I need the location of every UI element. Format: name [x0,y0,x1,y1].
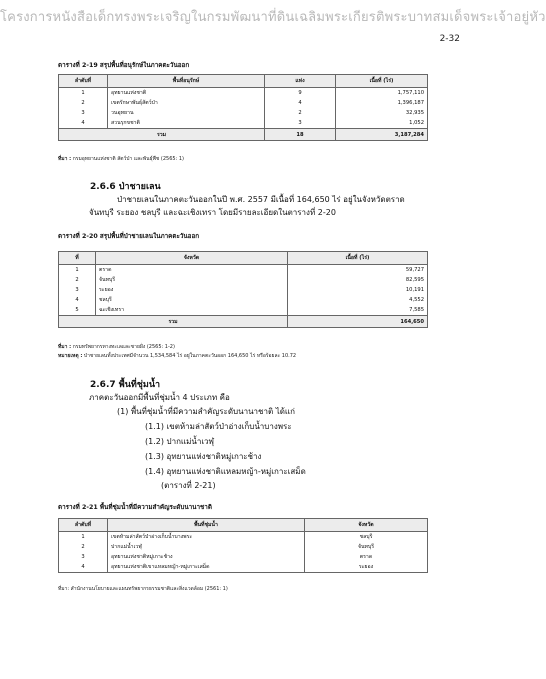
cell: 4 [59,562,108,573]
table-row [59,88,428,99]
section-2-6-7-intro: ภาคตะวันออกมีพื้นที่ชุ่มน้ำ 4 ประเภท คือ [89,393,230,402]
cell: อุทยานแห่งชาติ [108,88,265,99]
source-label: ที่มา : [58,156,72,162]
remark-text: ป่าชายเลนทั้งประเทศมีจำนวน 1,534,584 ไร่ อยู่ในภาคตะวันออก 164,650 ไร่ หรือร้อยละ 10.72 [83,353,297,359]
table-2-20 [58,251,428,328]
section-2-6-7-title: 2.6.7 พื้นที่ชุ่มน้ำ [90,380,161,390]
cell: ระยอง [305,562,428,573]
total-label: รวม [59,316,288,328]
total-row [59,129,428,141]
wetland-subitem: (1.1) เขตห้ามล่าสัตว์ป่าอ่างเก็บน้ำบางพระ [145,422,292,431]
col-header: เนื้อที่ (ไร่) [336,75,428,88]
source-text: กรมอุทยานแห่งชาติ สัตว์ป่า และพันธุ์พืช (2565: 1) [72,156,184,162]
running-header: โครงการหนังสือเด็กทรงพระเจริญในกรมพัฒนาที่ดินเฉลิมพระเกียรติพระบาทสมเด็จพระเจ้าอยู่หัว [0,10,546,25]
cell: 1 [59,265,96,276]
cell: 4,552 [288,295,428,305]
col-header: จังหวัด [96,252,288,265]
cell: ชลบุรี [96,295,288,305]
cell: 1,052 [336,118,428,129]
cell: 1 [59,88,108,99]
col-header: แห่ง [265,75,336,88]
remark-label: หมายเหตุ : [58,353,83,359]
cell: 1,757,110 [336,88,428,99]
col-header: ลำดับที่ [59,519,108,532]
wetland-subitem: (1.3) อุทยานแห่งชาติหมู่เกาะช้าง [145,452,262,461]
table-reference: (ตารางที่ 2-21) [161,481,216,490]
table-2-21-source: ที่มา: สำนักงานนโยบายและแผนทรัพยากรธรรมชาติและสิ่งแวดล้อม (2561: 1) [58,586,228,592]
table-row [59,98,428,108]
table-2-21 [58,518,428,573]
table-2-19-source [58,155,184,163]
page-number: 2-32 [439,34,460,44]
wetland-subitem: (1.2) ปากแม่น้ำเวฬุ [145,437,215,446]
table-2-19 [58,74,428,141]
table-row [59,265,428,276]
table-row [59,532,428,543]
cell: 2 [59,98,108,108]
cell: สวนรุกขชาติ [108,118,265,129]
col-header: ที่ [59,252,96,265]
total-area: 3,187,284 [336,129,428,141]
total-label: รวม [59,129,265,141]
col-header: จังหวัด [305,519,428,532]
table-row [59,542,428,552]
table-2-21-caption: ตารางที่ 2-21 พื้นที่ชุ่มน้ำที่มีความสำคัญระดับนานาชาติ [58,504,212,511]
table-row [59,552,428,562]
wetland-category-1: (1) พื้นที่ชุ่มน้ำที่มีความสำคัญระดับนานาชาติ ได้แก่ [117,407,295,416]
cell: 1,396,187 [336,98,428,108]
cell: 2 [265,108,336,118]
col-header: พื้นที่อนุรักษ์ [108,75,265,88]
cell: ชลบุรี [305,532,428,543]
col-header: พื้นที่ชุ่มน้ำ [108,519,305,532]
cell: 4 [59,295,96,305]
cell: 7,585 [288,305,428,316]
cell: 2 [59,542,108,552]
table-row [59,562,428,573]
cell: อุทยานแห่งชาติหมู่เกาะช้าง [108,552,305,562]
table-row [59,108,428,118]
cell: 1 [59,532,108,543]
section-2-6-6-line2: จันทบุรี ระยอง ชลบุรี และฉะเชิงเทรา โดยมีรายละเอียดในตารางที่ 2-20 [89,208,336,217]
section-2-6-6-title: 2.6.6 ป่าชายเลน [90,182,161,192]
table-2-20-caption: ตารางที่ 2-20 สรุปพื้นที่ป่าชายเลนในภาคตะวันออก [58,233,200,240]
table-row [59,285,428,295]
table-2-19-caption: ตารางที่ 2-19 สรุปพื้นที่อนุรักษ์ในภาคตะวันออก [58,62,190,69]
total-count: 18 [265,129,336,141]
table-row [59,118,428,129]
cell: 82,595 [288,275,428,285]
cell: 2 [59,275,96,285]
cell: 5 [59,305,96,316]
cell: ฉะเชิงเทรา [96,305,288,316]
wetland-subitem: (1.4) อุทยานแห่งชาติแหลมหญ้า-หมู่เกาะเสม็ด [145,467,306,476]
cell: ตราด [305,552,428,562]
table-row [59,295,428,305]
source-label: ที่มา : [58,344,72,350]
cell: 4 [59,118,108,129]
cell: ปากแม่น้ำเวฬุ [108,542,305,552]
table-row [59,305,428,316]
cell: ระยอง [96,285,288,295]
cell: 32,935 [336,108,428,118]
cell: 3 [265,118,336,129]
cell: 4 [265,98,336,108]
total-area: 164,650 [288,316,428,328]
cell: จันทบุรี [305,542,428,552]
cell: จันทบุรี [96,275,288,285]
source-text: กรมทรัพยากรทางทะเลและชายฝั่ง (2565: 1-2) [72,344,175,350]
cell: เขตห้ามล่าสัตว์ป่าอ่างเก็บน้ำบางพระ [108,532,305,543]
cell: 59,727 [288,265,428,276]
cell: 10,191 [288,285,428,295]
col-header: เนื้อที่ (ไร่) [288,252,428,265]
cell: วนอุทยาน [108,108,265,118]
table-2-20-source [58,343,175,351]
col-header: ลำดับที่ [59,75,108,88]
section-2-6-6-line1: ป่าชายเลนในภาคตะวันออกในปี พ.ศ. 2557 มีเนื้อที่ 164,650 ไร่ อยู่ในจังหวัดตราด [117,195,405,204]
table-2-20-remark [58,352,296,360]
cell: ตราด [96,265,288,276]
cell: เขตรักษาพันธุ์สัตว์ป่า [108,98,265,108]
total-row [59,316,428,328]
cell: อุทยานแห่งชาติเขาแหลมหญ้า-หมู่เกาะเสม็ด [108,562,305,573]
cell: 3 [59,285,96,295]
cell: 9 [265,88,336,99]
cell: 3 [59,108,108,118]
cell: 3 [59,552,108,562]
table-row [59,275,428,285]
